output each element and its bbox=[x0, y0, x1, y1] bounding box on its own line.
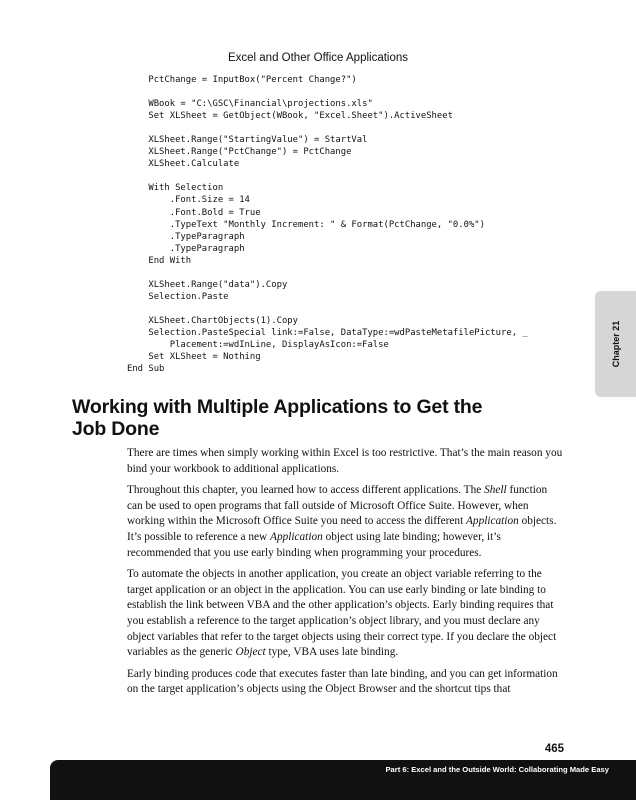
code-line: XLSheet.ChartObjects(1).Copy bbox=[127, 315, 298, 326]
paragraph-2 bbox=[127, 483, 565, 561]
chapter-tab-label: Chapter 21 bbox=[610, 320, 621, 368]
shell-term: Shell bbox=[484, 484, 507, 497]
code-listing bbox=[127, 74, 528, 375]
code-line: .TypeText "Monthly Increment: " & Format(PctChange, "0.0%") bbox=[127, 219, 485, 230]
code-line: .Font.Bold = True bbox=[127, 207, 261, 218]
code-line: Set XLSheet = GetObject(WBook, "Excel.Sheet").ActiveSheet bbox=[127, 111, 453, 122]
paragraph-2-text: objects. It’s possible to reference a new bbox=[127, 515, 557, 543]
paragraph-1: There are times when simply working within Excel is too restrictive. That’s the main reason you bind your workbook to additional applications. bbox=[127, 447, 563, 475]
code-line: XLSheet.Calculate bbox=[127, 159, 240, 170]
page-number: 465 bbox=[544, 743, 564, 755]
code-line: XLSheet.Range("data").Copy bbox=[127, 279, 288, 290]
code-line: XLSheet.Range("PctChange") = PctChange bbox=[127, 147, 352, 158]
code-line: End With bbox=[127, 255, 192, 266]
body-text bbox=[127, 446, 565, 704]
footer-bar bbox=[50, 760, 636, 800]
application-term: Application bbox=[466, 515, 519, 528]
code-line: .TypeParagraph bbox=[127, 231, 245, 242]
code-line: Selection.Paste bbox=[127, 291, 229, 302]
paragraph-2-text: object using late binding; however, it’s recommended that you use early binding when programming your procedures. bbox=[127, 530, 501, 559]
code-line: End Sub bbox=[127, 364, 165, 375]
paragraph-3 bbox=[127, 567, 565, 661]
code-line: WBook = "C:\GSC\Financial\projections.xls" bbox=[127, 99, 373, 110]
section-heading-line-1: Working with Multiple Applications to Get the bbox=[72, 396, 483, 418]
code-line bbox=[127, 170, 528, 182]
code-line: .Font.Size = 14 bbox=[127, 195, 250, 206]
running-head: Excel and Other Office Applications bbox=[227, 52, 409, 64]
code-line bbox=[127, 122, 528, 134]
object-term: Object bbox=[235, 646, 266, 659]
section-heading bbox=[72, 396, 572, 440]
paragraph-3-text: To automate the objects in another application, you create an object variable referring to the target application or an object in the application. You can use early binding or late binding to establish the link between VBA and the other application’s objects. Early binding requires that you establish a reference to the target application’s object library, and you must declare any object variables that refer to the target objects using their correct type. If you declare the object variables as the generic bbox=[127, 568, 557, 659]
code-line: PctChange = InputBox("Percent Change?") bbox=[127, 75, 357, 85]
application-term: Application bbox=[270, 530, 323, 543]
paragraph-2-text: Throughout this chapter, you learned how to access different applications. The bbox=[127, 484, 485, 497]
code-line bbox=[127, 86, 528, 98]
code-line: Set XLSheet = Nothing bbox=[127, 352, 261, 363]
code-line bbox=[127, 303, 528, 315]
code-line: With Selection bbox=[127, 183, 224, 194]
paragraph-3-text: type, VBA uses late binding. bbox=[265, 646, 399, 659]
code-line bbox=[127, 267, 528, 279]
code-line: Selection.PasteSpecial link:=False, DataType:=wdPasteMetafilePicture, _ bbox=[127, 327, 528, 338]
code-line: .TypeParagraph bbox=[127, 243, 245, 254]
paragraph-4: Early binding produces code that executes faster than late binding, and you can get information on the target application’s objects using the Object Browser and the shortcut tips that bbox=[127, 667, 558, 696]
chapter-tab bbox=[595, 291, 636, 397]
paragraph-2-text: function can be used to open programs that fall outside of Microsoft Office Suite. However, when working within the Microsoft Office Suite you need to access the different bbox=[127, 484, 548, 528]
code-line: Placement:=wdInLine, DisplayAsIcon:=False bbox=[127, 340, 389, 351]
code-line: XLSheet.Range("StartingValue") = StartVal bbox=[127, 135, 368, 146]
section-heading-line-2: Job Done bbox=[72, 418, 160, 440]
part-label: Part 6: Excel and the Outside World: Collaborating Made Easy bbox=[385, 765, 609, 774]
